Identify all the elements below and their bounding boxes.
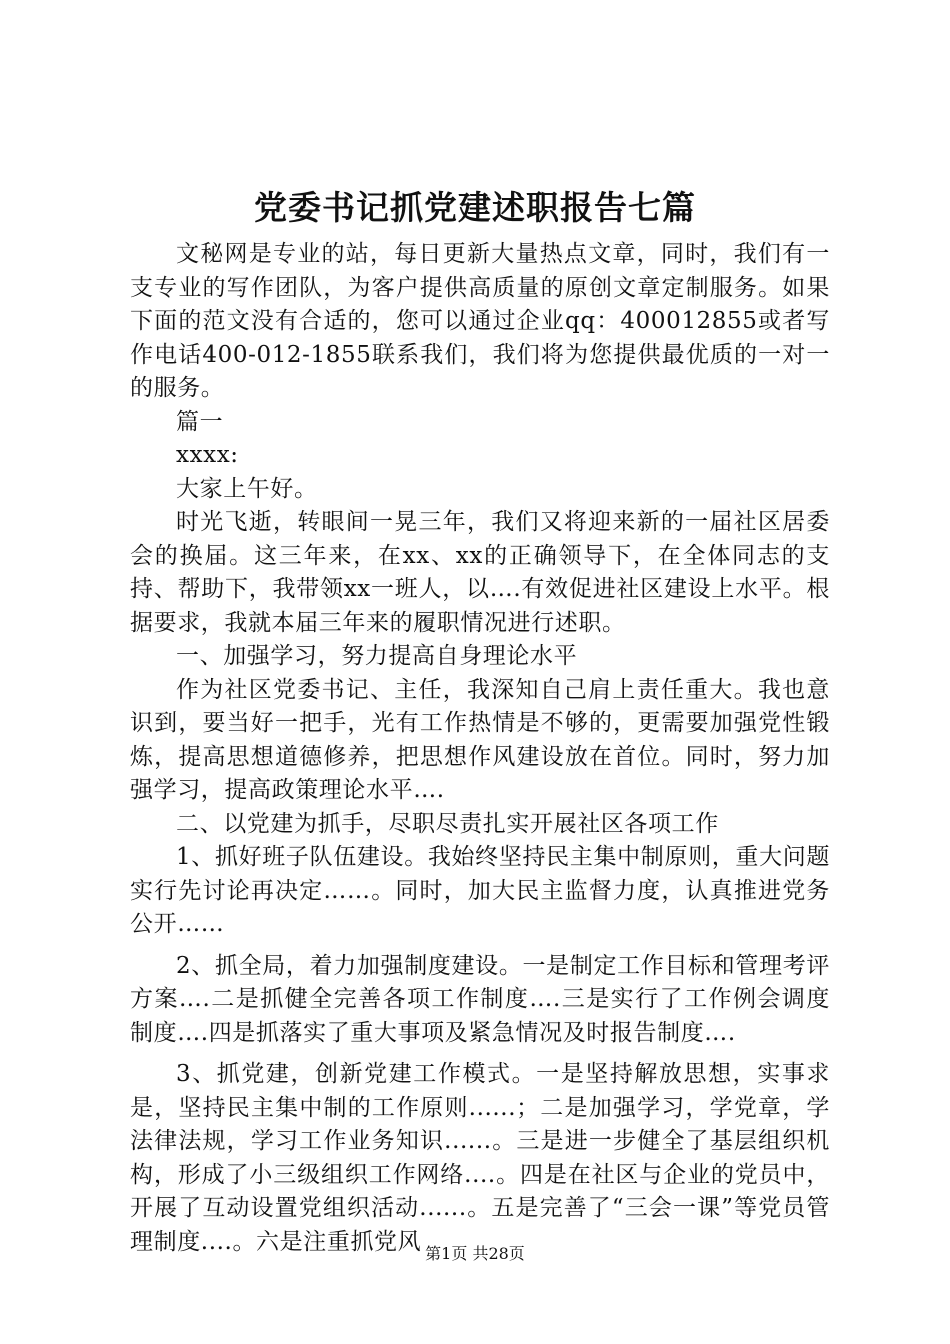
- heading-one: 一、加强学习，努力提高自身理论水平: [176, 643, 578, 669]
- greeting: 大家上午好。: [176, 475, 318, 502]
- document-title: 党委书记抓党建述职报告七篇: [254, 188, 696, 227]
- page-footer: 第1页 共28页: [425, 1244, 525, 1263]
- body-paragraph: 时光飞逝，转眼间一晃三年，我们又将迎来新的一届社区居委会的换届。这三年来，在xx、xx的正确领导下，在全体同志的支持、帮助下，我带领xx一班人，以….有效促进社区建设上水平。根据要求，我就本届三年来的履职情况进行述职。: [130, 509, 830, 636]
- document-body: [130, 238, 830, 1259]
- salutation-recipient: xxxx:: [176, 442, 239, 468]
- body-paragraph: 1、抓好班子队伍建设。我始终坚持民主集中制原则，重大问题实行先讨论再决定……。同时，加大民主监督力度，认真推进党务公开……: [130, 844, 830, 937]
- body-paragraph: 作为社区党委书记、主任，我深知自己肩上责任重大。我也意识到，要当好一把手，光有工作热情是不够的，更需要加强党性锻炼，提高思想道德修养，把思想作风建设放在首位。同时，努力加强学习，提高政策理论水平….: [130, 676, 830, 803]
- heading-two: 二、以党建为抓手，尽职尽责扎实开展社区各项工作: [176, 810, 719, 837]
- body-paragraph: 2、抓全局，着力加强制度建设。一是制定工作目标和管理考评方案….二是抓健全完善各项工作制度….三是实行了工作例会调度制度….四是抓落实了重大事项及紧急情况及时报告制度….: [130, 952, 830, 1046]
- intro-paragraph: 文秘网是专业的站，每日更新大量热点文章，同时，我们有一支专业的写作团队，为客户提供高质量的原创文章定制服务。如果下面的范文没有合适的，您可以通过企业qq：400012855或者写作电话400-012-1855联系我们，我们将为您提供最优质的一对一的服务。: [130, 241, 830, 401]
- section-label: 篇一: [176, 408, 224, 435]
- body-paragraph: 3、抓党建，创新党建工作模式。一是坚持解放思想，实事求是，坚持民主集中制的工作原则......；二是加强学习，学党章，学法律法规，学习工作业务知识......。三是进一步健全了基层组织机构，形成了小三级组织工作网络....。四是在社区与企业的党员中，开展了互动设置党组织活动......。五是完善了“三会一课”等党员管理制度....。六是注重抓党风: [130, 1061, 830, 1255]
